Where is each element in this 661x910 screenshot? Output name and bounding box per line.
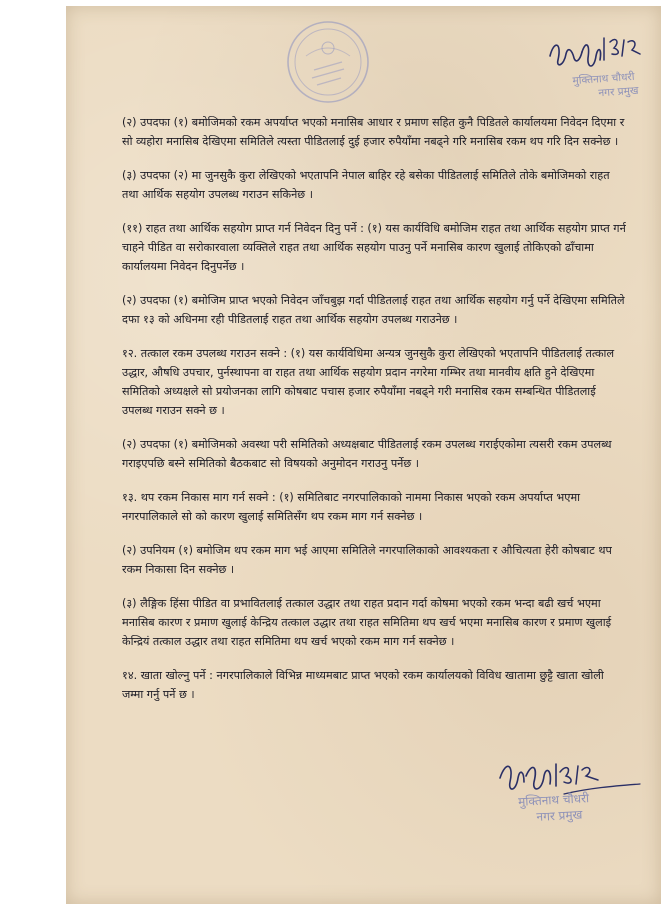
paragraph-10: १४. खाता खोल्नु पर्ने : नगरपालिकाले विभिन्न माध्यमबाट प्राप्त भएको रकम कार्यालयको विविध खातामा छुट्टै खाता खोली जम्मा गर्नु पर्ने छ । <box>122 669 604 701</box>
paragraph-9: (३) लैङ्गिक हिंसा पीडित वा प्रभावितलाई तत्काल उद्धार तथा राहत प्रदान गर्दा कोषमा भएको रकम भन्दा बढी खर्च भएमा मनासिब कारण र प्रमाण खुलाई केन्द्रिय तत्काल उद्धार तथा राहत समितिमा थप खर्च भएमा मनासिब कारण र प्रमाण खुलाई केन्द्रियं तत्काल उद्धार तथा राहत समितिमा थप खर्च भएको रकम माग गर्न सक्नेछ । <box>122 597 612 648</box>
top-stamp <box>553 69 655 104</box>
bottom-stamp <box>493 789 615 827</box>
top-stamp-title: नगर प्रमुख <box>597 84 639 100</box>
paragraph-8: (२) उपनियम (१) बमोजिम थप रकम माग भई आएमा समितिले नगरपालिकाको आवश्यकता र औचित्यता हेरी कोषबाट थप रकम निकासा दिन सक्नेछ । <box>122 544 612 576</box>
paragraph-6: (२) उपदफा (१) बमोजिमको अवस्था परी समितिको अध्यक्षबाट पीडितलाई रकम उपलब्ध गराईएकोमा त्यसरी रकम उपलब्ध गराइएपछि बस्ने समितिको बैठकबाट सो विषयको अनुमोदन गराउनु पर्नेछ । <box>122 438 612 470</box>
document-page <box>66 6 661 904</box>
bottom-stamp-name: मुक्तिनाथ चौधरी <box>517 791 590 809</box>
bottom-stamp-title: नगर प्रमुख <box>536 807 583 824</box>
paragraph-7: १३. थप रकम निकास माग गर्न सक्ने : (१) समितिबाट नगरपालिकाको नाममा निकास भएको रकम अपर्याप्त भएमा नगरपालिकाले सो को कारण खुलाई समितिसँग थप रकम माग गर्न सक्नेछ । <box>122 491 581 523</box>
paragraph-1: (२) उपदफा (१) बमोजिमको रकम अपर्याप्त भएको मनासिब आधार र प्रमाण सहित कुनै पिडितले कार्यालयमा निवेदन दिएमा र सो व्यहोरा मनासिब देखिएमा समितिले त्यस्ता पीडितलाई दुई हजार रुपैयाँमा नबढ्ने गरि मनासिब रकम थप गरि दिन सक्नेछ । <box>122 116 625 148</box>
paragraph-4: (२) उपदफा (१) बमोजिम प्राप्त भएको निवेदन जाँचबुझ गर्दा पीडितलाई राहत तथा आर्थिक सहयोग गर्नु पर्ने देखिएमा समितिले दफा १३ को अधिनमा रही पीडितलाई राहत तथा आर्थिक सहयोग उपलब्ध गराउनेछ । <box>122 294 625 326</box>
paragraph-2: (३) उपदफा (२) मा जुनसुकै कुरा लेखिएको भएतापनि नेपाल बाहिर रहे बसेका पीडितलाई समितिले तोके बमोजिमको राहत तथा आर्थिक सहयोग उपलब्ध गराउन सकिनेछ । <box>122 169 610 201</box>
paragraph-3: (११) राहत तथा आर्थिक सहयोग प्राप्त गर्न निवेदन दिनु पर्ने : (१) यस कार्यविधि बमोजिम राहत तथा आर्थिक सहयोग प्राप्त गर्न चाहने पीडित वा सरोकारवाला व्यक्तिले राहत तथा आर्थिक सहयोग पाउनु पर्ने मनासिब कारण खुलाई तोकिएको ढाँचामा कार्यालयमा निवेदन दिनुपर्नेछ । <box>122 222 626 273</box>
paragraph-5: १२. तत्काल रकम उपलब्ध गराउन सक्ने : (१) यस कार्यविधिमा अन्यत्र जुनसुकै कुरा लेखिएको भएतापनि पीडितलाई तत्काल उद्धार, औषधि उपचार, पुर्नस्थापना वा राहत तथा आर्थिक सहयोग प्रदान नगरेमा गम्भिर तथा मानवीय क्षति हुने देखिएमा समितिको अध्यक्षले सो प्रयोजनका लागि कोषबाट पचास हजार रुपैयाँमा नबढ्ने गरी मनासिब रकम सम्बन्धित पीडितलाई उपलब्ध गराउन सक्ने छ । <box>122 347 615 417</box>
official-seal <box>284 18 372 106</box>
top-stamp-name: मुक्तिनाथ चौधरी <box>572 70 635 88</box>
document-body <box>122 113 627 719</box>
